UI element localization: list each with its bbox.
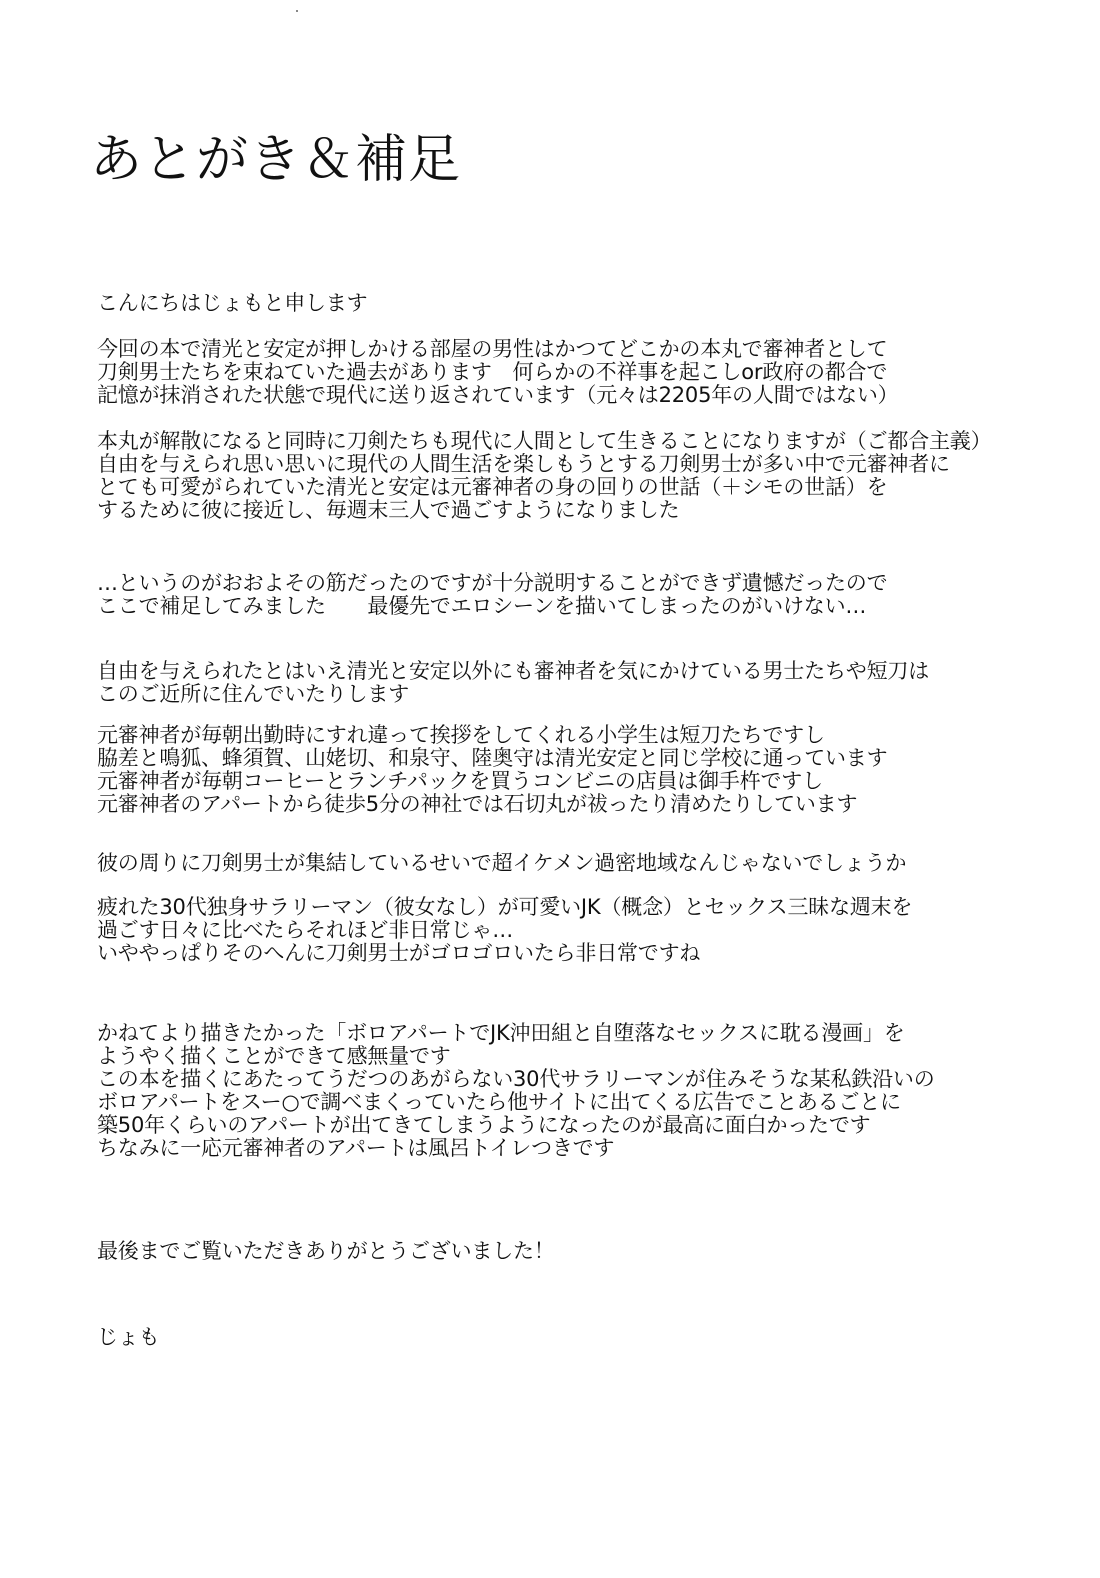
text-line: こんにちはじょもと申します <box>97 291 368 315</box>
paragraph-neighbors <box>97 660 1057 706</box>
text-line: 過ごす日々に比べたらそれほど非日常じゃ… <box>97 918 513 942</box>
text-line: 記憶が抹消された状態で現代に送り返されています（元々は2205年の人間ではない） <box>97 383 899 407</box>
text-line: 最後までご覧いただきありがとうございました！ <box>97 1239 555 1263</box>
author-signature <box>97 1326 1057 1349</box>
text-line: 自由を与えられたとはいえ清光と安定以外にも審神者を気にかけている男士たちや短刀は <box>97 659 929 683</box>
text-line: ようやく描くことができて感無量です <box>97 1044 451 1068</box>
text-line: とても可愛がられていた清光と安定は元審神者の身の回りの世話（＋シモの世話）を <box>97 475 888 499</box>
text-line: いややっぱりそのへんに刀剣男士がゴロゴロいたら非日常ですね <box>97 941 701 965</box>
text-line: 脇差と鳴狐、蜂須賀、山姥切、和泉守、陸奥守は清光安定と同じ学校に通っています <box>97 746 888 770</box>
paragraph-greeting <box>97 292 1057 315</box>
text-line: 刀剣男士たちを束ねていた過去があります 何らかの不祥事を起こしor政府の都合で <box>97 360 888 384</box>
text-line: ボロアパートをスー○で調べまくっていたら他サイトに出てくる広告でことあるごとに <box>97 1090 901 1114</box>
page-title: あとがき＆補足 <box>90 130 462 190</box>
text-line: 疲れた30代独身サラリーマン（彼女なし）が可愛いJK（概念）とセックス三昧な週末を <box>97 895 913 919</box>
scan-speck <box>296 10 298 12</box>
text-line: 元審神者のアパートから徒歩5分の神社では石切丸が祓ったり清めたりしています <box>97 792 858 816</box>
text-line: …というのがおおよその筋だったのですが十分説明することができず遺憾だったので <box>97 571 888 595</box>
text-line: 元審神者が毎朝コーヒーとランチパックを買うコンビニの店員は御手杵ですし <box>97 769 823 793</box>
paragraph-thanks <box>97 1240 1057 1263</box>
paragraph-ikemen <box>97 852 1057 875</box>
text-line: ちなみに一応元審神者のアパートは風呂トイレつきです <box>97 1136 615 1160</box>
text-line: この本を描くにあたってうだつのあがらない30代サラリーマンが住みそうな某私鉄沿いの <box>97 1067 935 1091</box>
paragraph-manga <box>97 1022 1057 1160</box>
text-line: かねてより描きたかった「ボロアパートでJK沖田組と自堕落なセックスに耽る漫画」を <box>97 1021 905 1045</box>
text-line: するために彼に接近し、毎週末三人で過ごすようになりました <box>97 498 680 522</box>
paragraph-background <box>97 430 1057 522</box>
paragraph-supplement <box>97 572 1057 618</box>
text-line: 築50年くらいのアパートが出てきてしまうようになったのが最高に面白かったです <box>97 1113 871 1137</box>
text-line: 今回の本で清光と安定が押しかける部屋の男性はかつてどこかの本丸で審神者として <box>97 337 888 361</box>
paragraph-salaryman <box>97 896 1057 965</box>
text-line: 本丸が解散になると同時に刀剣たちも現代に人間として生きることになりますが（ご都合主義） <box>97 429 992 453</box>
text-line: 元審神者が毎朝出勤時にすれ違って挨拶をしてくれる小学生は短刀たちですし <box>97 723 825 747</box>
text-line: ここで補足してみました 最優先でエロシーンを描いてしまったのがいけない… <box>97 594 867 618</box>
text-line: このご近所に住んでいたりします <box>97 682 409 706</box>
text-line: 自由を与えられ思い思いに現代の人間生活を楽しもうとする刀剣男士が多い中で元審神者に <box>97 452 950 476</box>
text-line: じょも <box>97 1325 160 1349</box>
paragraph-swords <box>97 724 1057 816</box>
paragraph-premise <box>97 338 1057 407</box>
text-line: 彼の周りに刀剣男士が集結しているせいで超イケメン過密地域なんじゃないでしょうか <box>97 851 907 875</box>
